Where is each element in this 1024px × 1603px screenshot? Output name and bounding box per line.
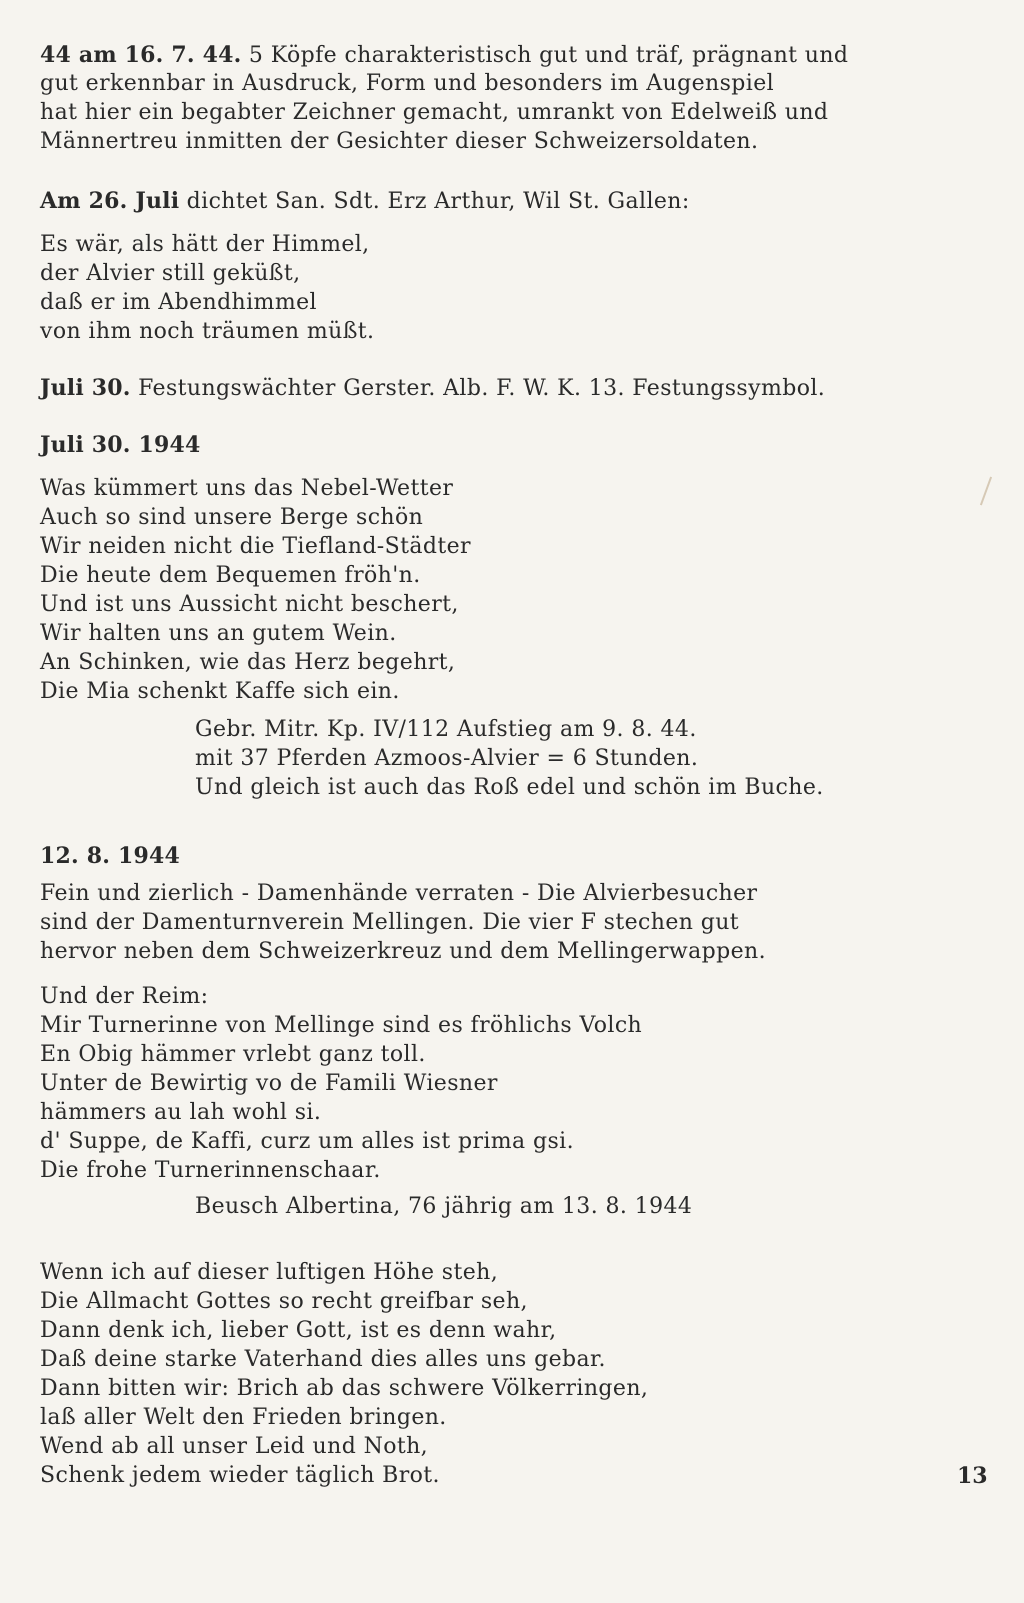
entry-1-text-line: hat hier ein begabter Zeichner gemacht, umrankt von Edelweiß und	[40, 100, 829, 125]
entry-6-poem-line: laß aller Welt den Frieden bringen.	[40, 1405, 447, 1430]
entry-2-poem-line: daß er im Abendhimmel	[40, 290, 317, 315]
entry-4-poem-line: An Schinken, wie das Herz begehrt,	[40, 650, 456, 675]
entry-2-poem-line: der Alvier still geküßt,	[40, 261, 301, 286]
entry-5-poem-line: En Obig hämmer vrlebt ganz toll.	[40, 1042, 426, 1067]
entry-4-poem-line: Die heute dem Bequemen fröh'n.	[40, 563, 421, 588]
entry-5-poem-line: Die frohe Turnerinnenschaar.	[40, 1158, 381, 1183]
entry-5-rhyme-intro: Und der Reim:	[40, 984, 209, 1009]
entry-4-note-line: Und gleich ist auch das Roß edel und schön im Buche.	[195, 775, 824, 800]
entry-4-poem-line: Wir neiden nicht die Tiefland-Städter	[40, 534, 471, 559]
entry-5-poem-line: Unter de Bewirtig vo de Famili Wiesner	[40, 1071, 498, 1096]
entry-5-text-line: hervor neben dem Schweizerkreuz und dem Mellingerwappen.	[40, 939, 767, 964]
entry-5-text-line: sind der Damenturnverein Mellingen. Die vier F stechen gut	[40, 910, 740, 935]
entry-3-text: Festungswächter Gerster. Alb. F. W. K. 13. Festungssymbol.	[138, 376, 826, 401]
entry-6-poem-line: Schenk jedem wieder täglich Brot.	[40, 1463, 440, 1488]
entry-1-text-line: Männertreu inmitten der Gesichter dieser Schweizersoldaten.	[40, 129, 759, 154]
entry-6-poem-line: Dann bitten wir: Brich ab das schwere Völkerringen,	[40, 1376, 649, 1401]
entry-4-note-line: mit 37 Pferden Azmoos-Alvier = 6 Stunden.	[195, 746, 699, 771]
entry-4-date: Juli 30. 1944	[40, 432, 201, 458]
entry-1-text-line: gut erkennbar in Ausdruck, Form und besonders im Augenspiel	[40, 71, 775, 96]
entry-2-poem-line: Es wär, als hätt der Himmel,	[40, 232, 370, 257]
entry-1-text-line: 5 Köpfe charakteristisch gut und träf, prägnant und	[248, 43, 849, 68]
entry-1-first-line	[40, 44, 848, 67]
entry-3-line	[40, 377, 825, 400]
entry-5-poem-line: hämmers au lah wohl si.	[40, 1100, 322, 1125]
entry-5-text-line: Fein und zierlich - Damenhände verraten - Die Alvierbesucher	[40, 881, 758, 906]
page-number: 13	[957, 1463, 988, 1489]
entry-6-poem-line: Die Allmacht Gottes so recht greifbar seh,	[40, 1289, 528, 1314]
entry-3-date: Juli 30.	[40, 375, 131, 401]
entry-4-poem-line: Die Mia schenkt Kaffe sich ein.	[40, 679, 400, 704]
entry-1-date: 44 am 16. 7. 44.	[40, 42, 242, 68]
entry-6-poem-line: Dann denk ich, lieber Gott, ist es denn wahr,	[40, 1318, 557, 1343]
entry-4-poem-line: Und ist uns Aussicht nicht beschert,	[40, 592, 459, 617]
entry-6-poem-line: Daß deine starke Vaterhand dies alles uns gebar.	[40, 1347, 606, 1372]
entry-4-poem-line: Auch so sind unsere Berge schön	[40, 505, 424, 530]
entry-4-note-line: Gebr. Mitr. Kp. IV/112 Aufstieg am 9. 8. 44.	[195, 717, 697, 742]
entry-2-date: Am 26. Juli	[40, 188, 180, 214]
entry-6-poem-line: Wenn ich auf dieser luftigen Höhe steh,	[40, 1260, 499, 1285]
entry-2-poem-line: von ihm noch träumen müßt.	[40, 319, 375, 344]
entry-4-poem-line: Was kümmert uns das Nebel-Wetter	[40, 476, 454, 501]
entry-5-signature: Beusch Albertina, 76 jährig am 13. 8. 1944	[195, 1194, 693, 1219]
entry-4-poem-line: Wir halten uns an gutem Wein.	[40, 621, 397, 646]
paper-mark	[980, 477, 992, 506]
entry-5-poem-line: d' Suppe, de Kaffi, curz um alles ist prima gsi.	[40, 1129, 574, 1154]
entry-6-poem-line: Wend ab all unser Leid und Noth,	[40, 1434, 429, 1459]
entry-2-text: dichtet San. Sdt. Erz Arthur, Wil St. Gallen:	[186, 189, 690, 214]
entry-5-poem-line: Mir Turnerinne von Mellinge sind es fröhlichs Volch	[40, 1013, 643, 1038]
entry-5-date: 12. 8. 1944	[40, 843, 180, 869]
entry-2-heading	[40, 190, 690, 213]
